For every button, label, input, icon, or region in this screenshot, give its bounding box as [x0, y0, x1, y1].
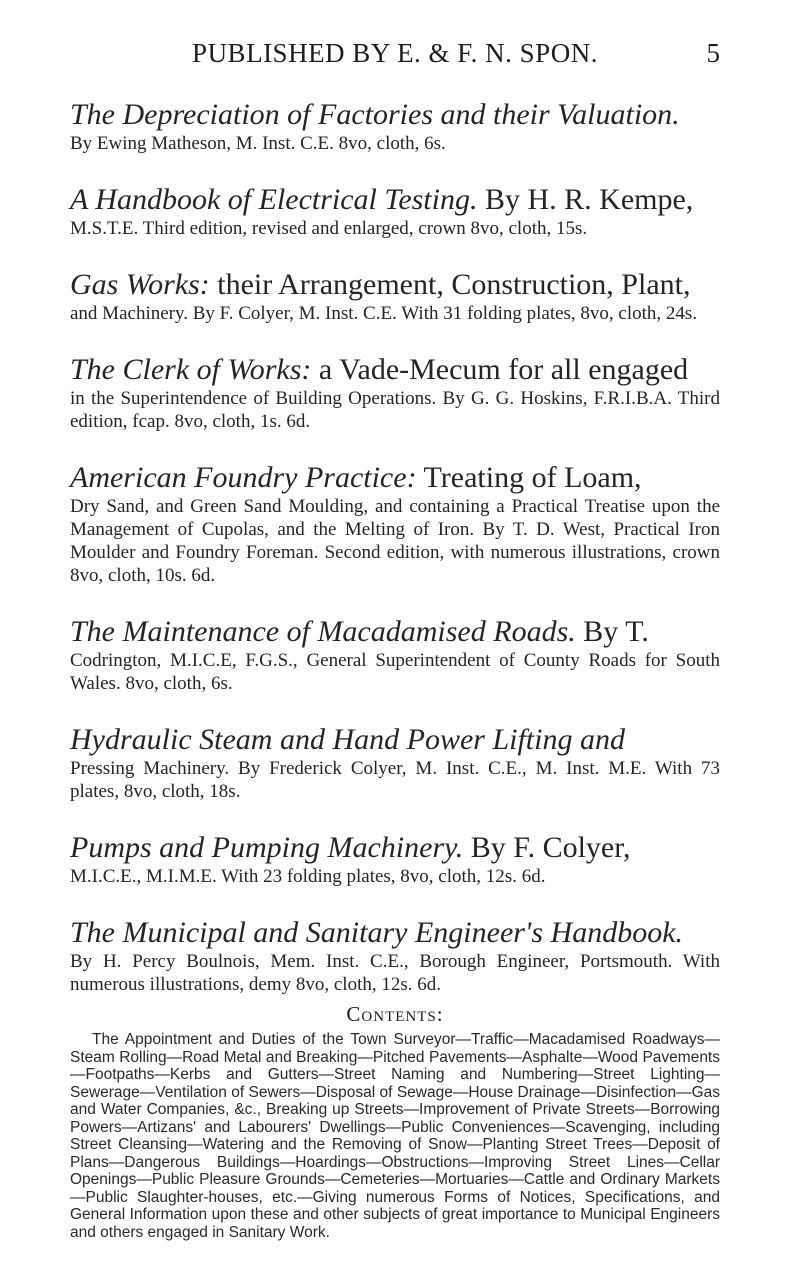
book-title: Pumps and Pumping Machinery.: [70, 831, 464, 864]
book-details: M.I.C.E., M.I.M.E. With 23 folding plates, 8vo, cloth, 12s. 6d.: [70, 866, 546, 887]
page-header: [70, 0, 720, 70]
book-details: M.S.T.E. Third edition, revised and enlarged, crown 8vo, cloth, 15s.: [70, 218, 588, 239]
title-continuation: Treating of Loam,: [416, 461, 642, 494]
book-title: The Municipal and Sanitary Engineer's Handbook.: [70, 916, 684, 949]
book-entry: [70, 461, 720, 587]
book-entry: [70, 831, 720, 888]
book-title: Gas Works:: [70, 268, 210, 301]
book-title: Hydraulic Steam and Hand Power Lifting and: [70, 723, 625, 756]
book-details: By H. Percy Boulnois, Mem. Inst. C.E., Borough Engineer, Portsmouth. With numerous illustrations, demy 8vo, cloth, 12s. 6d.: [70, 951, 720, 995]
book-title: American Foundry Practice:: [70, 461, 417, 494]
book-entry: [70, 353, 720, 433]
running-header: PUBLISHED BY E. & F. N. SPON.: [192, 38, 598, 68]
book-details: By Ewing Matheson, M. Inst. C.E. 8vo, cloth, 6s.: [70, 133, 446, 154]
book-details: in the Superintendence of Building Operations. By G. G. Hoskins, F.R.I.B.A. Third edition, fcap. 8vo, cloth, 1s. 6d.: [70, 388, 720, 432]
book-details: Dry Sand, and Green Sand Moulding, and containing a Practical Treatise upon the Management of Cupolas, and the Melting of Iron. By T. D. West, Practical Iron Moulder and Foundry Foreman. Second edition, with numerous illustrations, crown 8vo, cloth, 10s. 6d.: [70, 496, 720, 586]
book-entry: [70, 916, 720, 996]
book-title: A Handbook of Electrical Testing.: [70, 183, 478, 216]
book-details: Codrington, M.I.C.E, F.G.S., General Superintendent of County Roads for South Wales. 8vo, cloth, 6s.: [70, 650, 720, 694]
book-entry: [70, 268, 720, 325]
book-entry: [70, 615, 720, 695]
book-details: and Machinery. By F. Colyer, M. Inst. C.E. With 31 folding plates, 8vo, cloth, 24s.: [70, 303, 698, 324]
book-title: The Maintenance of Macadamised Roads.: [70, 615, 576, 648]
title-continuation: a Vade-Mecum for all engaged: [311, 353, 689, 386]
page-number: 5: [706, 38, 720, 68]
book-details: Pressing Machinery. By Frederick Colyer, M. Inst. C.E., M. Inst. M.E. With 73 plates, 8vo, cloth, 18s.: [70, 758, 720, 802]
book-title: The Clerk of Works:: [70, 353, 312, 386]
title-continuation: By H. R. Kempe,: [477, 183, 694, 216]
title-continuation: their Arrangement, Construction, Plant,: [209, 268, 691, 301]
title-continuation: By T.: [575, 615, 649, 648]
contents-text: The Appointment and Duties of the Town Surveyor—Traffic—Macadamised Roadways—Steam Rolling—Road Metal and Breaking—Pitched Pavements—Asphalte—Wood Pavements—Footpaths—Kerbs and Gutters—Street Naming and Numbering—Street Lighting—Sewerage—Ventilation of Sewers—Disposal of Sewage—House Drainage—Disinfection—Gas and Water Companies, &c., Breaking up Streets—Improvement of Private Streets—Borrowing Powers—Artizans' and Labourers' Dwellings—Public Conveniences—Scavenging, including Street Cleansing—Watering and the Removing of Snow—Planting Street Trees—Deposit of Plans—Dangerous Buildings—Hoardings—Obstructions—Improving Street Lines—Cellar Openings—Public Pleasure Grounds—Cemeteries—Mortuaries—Cattle and Ordinary Markets—Public Slaughter-houses, etc.—Giving numerous Forms of Notices, Specifications, and General Information upon these and other subjects of great importance to Municipal Engineers and others engaged in Sanitary Work.: [70, 1031, 720, 1241]
book-entry: [70, 723, 720, 803]
book-entry: [70, 183, 720, 240]
contents-heading: Contents:: [346, 1002, 444, 1026]
book-entry: [70, 98, 720, 155]
title-continuation: By F. Colyer,: [463, 831, 631, 864]
book-title: The Depreciation of Factories and their Valuation.: [70, 98, 680, 131]
